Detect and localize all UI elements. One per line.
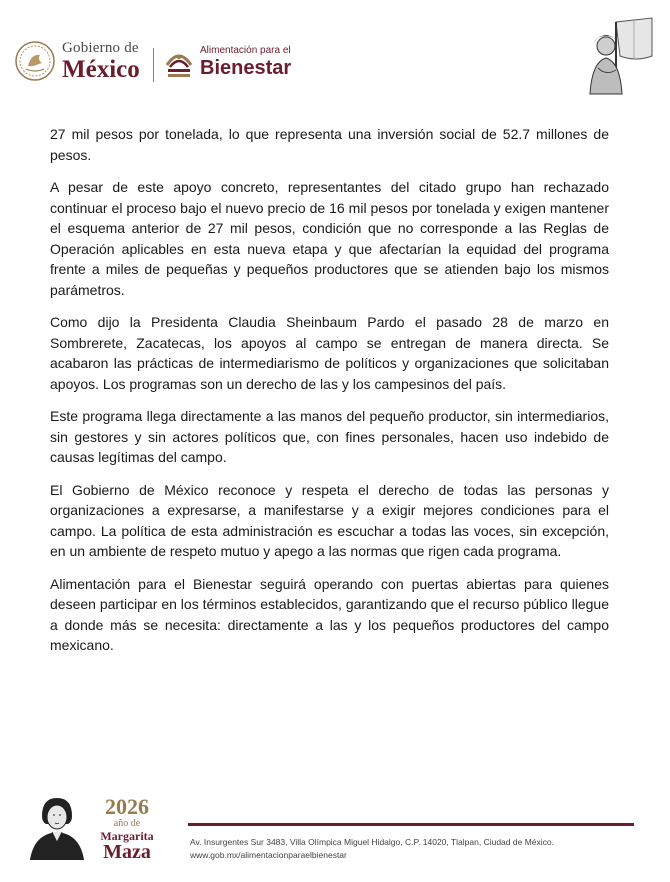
heroine-with-flag-illustration bbox=[576, 16, 656, 96]
bienestar-mark-icon bbox=[164, 45, 194, 79]
footer-website: www.gob.mx/alimentacionparaelbienestar bbox=[190, 850, 347, 860]
margarita-maza-portrait-illustration bbox=[22, 790, 92, 860]
footer-contact bbox=[190, 836, 554, 862]
year-number: 2026 bbox=[105, 794, 149, 819]
year-name-last: Maza bbox=[103, 841, 151, 863]
alimentacion-bienestar-logo bbox=[164, 45, 291, 79]
year-subtitle: año de bbox=[113, 818, 141, 829]
year-name-first: Margarita bbox=[100, 829, 154, 843]
footer-divider bbox=[188, 823, 634, 826]
paragraph-3: Como dijo la Presidenta Claudia Sheinbaum Pardo el pasado 28 de marzo en Sombrerete, Zacatecas, los apoyos al campo se entregan de manera directa. Se acabaron las prácticas de intermediarismo de políticos y organizaciones que solicitaban apoyos. Los programas son un derecho de las y los campesinos del país. bbox=[50, 314, 609, 392]
letter-body bbox=[50, 124, 609, 668]
bien-line2: Bienestar bbox=[200, 57, 292, 79]
national-seal-icon bbox=[14, 40, 56, 82]
gob-line2: México bbox=[62, 55, 140, 83]
year-badge bbox=[97, 796, 157, 862]
gob-line1: Gobierno de bbox=[62, 39, 139, 56]
gobierno-de-mexico-logo bbox=[14, 40, 140, 82]
paragraph-4: Este programa llega directamente a las manos del pequeño productor, sin intermediarios, sin gestores y sin actores políticos que, con fines personales, hacen uso indebido de causas legítimas del campo. bbox=[50, 408, 609, 465]
footer-address: Av. Insurgentes Sur 3483, Villa Olímpica Miguel Hidalgo, C.P. 14020, Tlalpan, Ciudad de México. bbox=[190, 837, 554, 847]
letterhead bbox=[0, 0, 670, 110]
paragraph-2: A pesar de este apoyo concreto, representantes del citado grupo han rechazado continuar el proceso bajo el nuevo precio de 16 mil pesos por tonelada y exigen mantener el esquema anterior de 27 mil pesos, condición que no corresponde a las Reglas de Operación aplicables en esta nueva etapa y que afectarían la equidad del programa frente a miles de pequeñas y pequeños productores que se atienden bajo los mismos parámetros. bbox=[50, 179, 609, 298]
bien-line1: Alimentación para el bbox=[200, 45, 291, 56]
logo-divider bbox=[153, 48, 154, 82]
paragraph-6: Alimentación para el Bienestar seguirá operando con puertas abiertas para quienes deseen participar en los términos establecidos, garantizando que el recurso público llegue a donde más se necesita: directamente a las y los pequeños productores del campo mexicano. bbox=[50, 575, 609, 653]
paragraph-5: El Gobierno de México reconoce y respeta el derecho de todas las personas y organizaciones a expresarse, a manifestarse y a exigir mejores condiciones para el campo. La política de esta administración es escuchar a todas las voces, sin excepción, en un ambiente de respeto mutuo y apego a las normas que rigen cada programa. bbox=[50, 481, 609, 559]
paragraph-1: 27 mil pesos por tonelada, lo que representa una inversión social de 52.7 millones de pesos. bbox=[50, 126, 609, 163]
